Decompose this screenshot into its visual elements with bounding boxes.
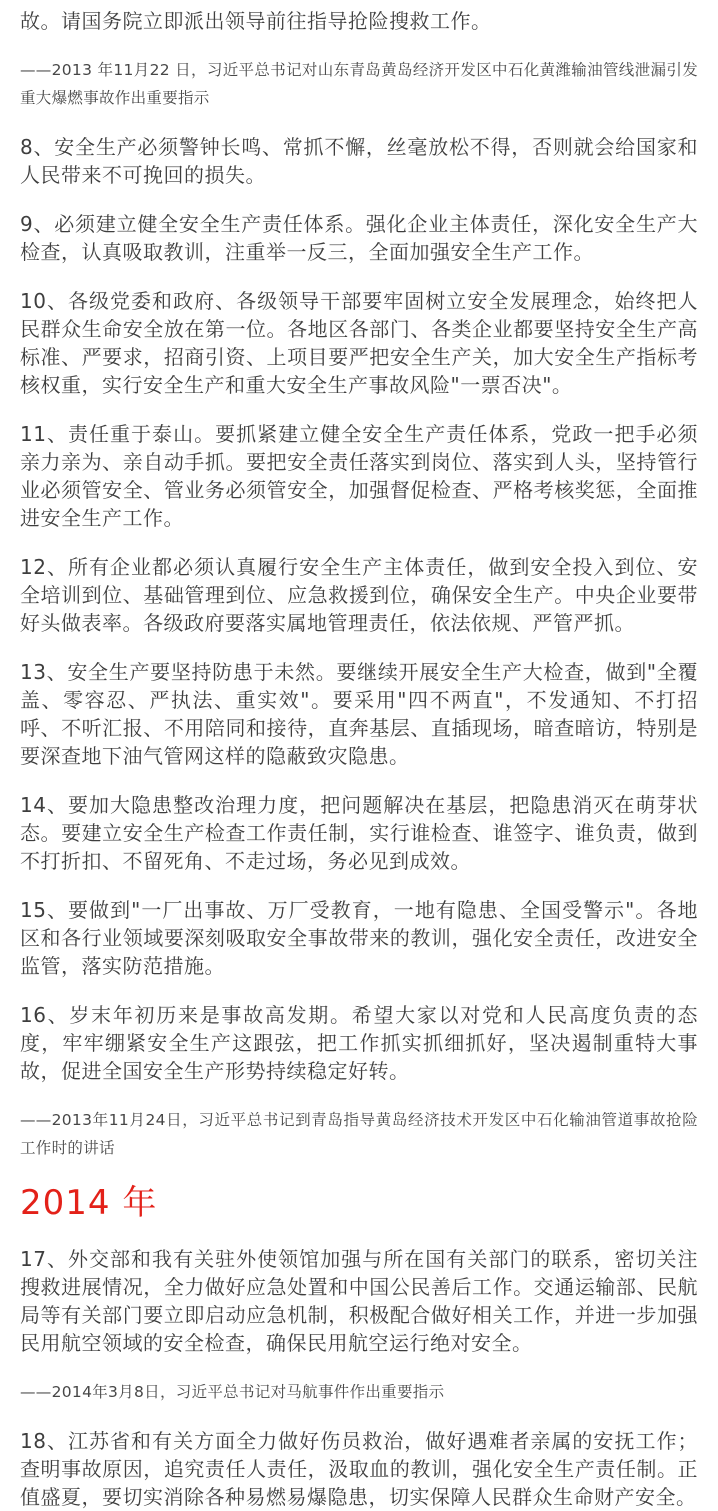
paragraph-17: 17、外交部和我有关驻外使领馆加强与所在国有关部门的联系，密切关注搜救进展情况，全力做好应急处置和中国公民善后工作。交通运输部、民航局等有关部门要立即启动应急机制，积极配合做好相关工作，并进一步加强民用航空领域的安全检查，确保民用航空运行绝对安全。	[20, 1247, 698, 1355]
paragraph-14: 14、要加大隐患整改治理力度，把问题解决在基层，把隐患消灭在萌芽状态。要建立安全生产检查工作责任制，实行谁检查、谁签字、谁负责，做到不打折扣、不留死角、不走过场，务必见到成效。	[20, 793, 698, 873]
attribution-2013-11-24: ——2013年11月24日，习近平总书记到青岛指导黄岛经济技术开发区中石化输油管道事故抢险工作时的讲话	[20, 1111, 698, 1157]
paragraph-15: 15、要做到"一厂出事故、万厂受教育，一地有隐患、全国受警示"。各地区和各行业领域要深刻吸取安全事故带来的教训，强化安全责任，改进安全监管，落实防范措施。	[20, 898, 698, 978]
paragraph-11: 11、责任重于泰山。要抓紧建立健全安全生产责任体系，党政一把手必须亲力亲为、亲自动手抓。要把安全责任落实到岗位、落实到人头，坚持管行业必须管安全、管业务必须管安全，加强督促检查、严格考核奖惩，全面推进安全生产工作。	[20, 422, 698, 530]
paragraph-8: 8、安全生产必须警钟长鸣、常抓不懈，丝毫放松不得，否则就会给国家和人民带来不可挽回的损失。	[20, 135, 698, 187]
paragraph-18: 18、江苏省和有关方面全力做好伤员救治，做好遇难者亲属的安抚工作；查明事故原因，追究责任人责任，汲取血的教训，强化安全生产责任制。正值盛夏，要切实消除各种易燃易爆隐患，切实保障人民群众生命财产安全。	[20, 1429, 698, 1509]
paragraph-10: 10、各级党委和政府、各级领导干部要牢固树立安全发展理念，始终把人民群众生命安全放在第一位。各地区各部门、各类企业都要坚持安全生产高标准、严要求，招商引资、上项目要严把安全生产关，加大安全生产指标考核权重，实行安全生产和重大安全生产事故风险"一票否决"。	[20, 289, 698, 397]
attribution-2014-03-08: ——2014年3月8日，习近平总书记对马航事件作出重要指示	[20, 1383, 445, 1401]
year-heading-2014: 2014 年	[20, 1183, 158, 1223]
paragraph-12: 12、所有企业都必须认真履行安全生产主体责任，做到安全投入到位、安全培训到位、基础管理到位、应急救援到位，确保安全生产。中央企业要带好头做表率。各级政府要落实属地管理责任，依法依规、严管严抓。	[20, 555, 698, 635]
paragraph-16: 16、岁末年初历来是事故高发期。希望大家以对党和人民高度负责的态度，牢牢绷紧安全生产这跟弦，把工作抓实抓细抓好，坚决遏制重特大事故，促进全国安全生产形势持续稳定好转。	[20, 1003, 698, 1083]
paragraph-7-continuation: 故。请国务院立即派出领导前往指导抢险搜救工作。	[20, 9, 492, 33]
paragraph-13: 13、安全生产要坚持防患于未然。要继续开展安全生产大检查，做到"全覆盖、零容忍、严执法、重实效"。要采用"四不两直"，不发通知、不打招呼、不听汇报、不用陪同和接待，直奔基层、直插现场，暗查暗访，特别是要深查地下油气管网这样的隐蔽致灾隐患。	[20, 660, 698, 768]
paragraph-9: 9、必须建立健全安全生产责任体系。强化企业主体责任，深化安全生产大检查，认真吸取教训，注重举一反三，全面加强安全生产工作。	[20, 212, 698, 264]
attribution-2013-11-22: ——2013 年11月22 日，习近平总书记对山东青岛黄岛经济开发区中石化黄潍输油管线泄漏引发重大爆燃事故作出重要指示	[20, 61, 698, 107]
